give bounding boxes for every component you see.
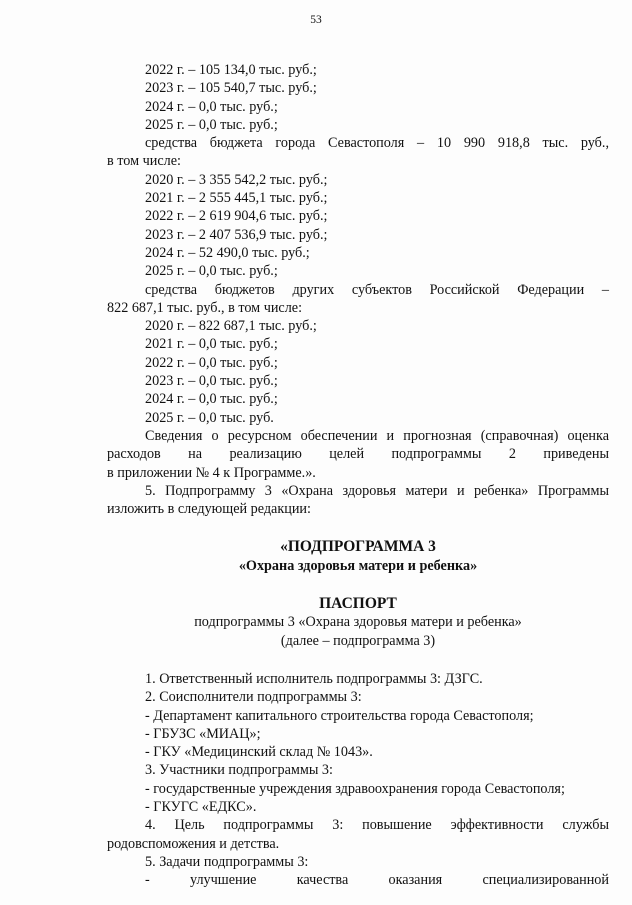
- text-line: 2021 г. – 2 555 445,1 тыс. руб.;: [145, 190, 328, 207]
- text-line: 3. Участники подпрограммы 3:: [145, 762, 333, 779]
- passport-subtitle: подпрограммы 3 «Охрана здоровья матери и ребенка»: [194, 614, 522, 631]
- text-line: - ГКУГС «ЕДКС».: [145, 798, 257, 815]
- subprogram-subtitle: «Охрана здоровья матери и ребенка»: [238, 557, 478, 574]
- text-line: 1. Ответственный исполнитель подпрограммы 3: ДЗГС.: [145, 670, 483, 687]
- text-line: изложить в следующей редакции:: [107, 501, 311, 518]
- text-line: расходов на реализацию целей подпрограммы 2 приведены: [107, 446, 609, 463]
- text-line: 5. Задачи подпрограммы 3:: [145, 853, 309, 870]
- text-line: - государственные учреждения здравоохранения города Севастополя;: [145, 780, 565, 797]
- text-line: 2020 г. – 822 687,1 тыс. руб.;: [145, 318, 317, 335]
- text-line: в приложении № 4 к Программе.».: [107, 464, 316, 481]
- text-line: 2025 г. – 0,0 тыс. руб.;: [145, 263, 278, 280]
- text-line: 2025 г. – 0,0 тыс. руб.: [145, 409, 274, 426]
- document-body: [107, 61, 609, 889]
- text-line: - ГКУ «Медицинский склад № 1043».: [145, 744, 373, 761]
- text-line: - Департамент капитального строительства города Севастополя;: [145, 707, 534, 724]
- text-line: родовспоможения и детства.: [107, 835, 280, 852]
- text-line: 2024 г. – 0,0 тыс. руб.;: [145, 98, 278, 115]
- text-line: 2023 г. – 0,0 тыс. руб.;: [145, 373, 278, 390]
- text-line: 2023 г. – 2 407 536,9 тыс. руб.;: [145, 226, 328, 243]
- text-line: 2. Соисполнители подпрограммы 3:: [145, 689, 362, 706]
- text-line: 2024 г. – 0,0 тыс. руб.;: [145, 391, 278, 408]
- text-line: средства бюджетов других субъектов Российской Федерации –: [145, 281, 609, 298]
- text-line: 2024 г. – 52 490,0 тыс. руб.;: [145, 244, 310, 261]
- text-line: 2025 г. – 0,0 тыс. руб.;: [145, 116, 278, 133]
- text-line: 5. Подпрограмму 3 «Охрана здоровья матери и ребенка» Программы: [145, 482, 609, 499]
- text-line: 2022 г. – 0,0 тыс. руб.;: [145, 354, 278, 371]
- text-line: в том числе:: [107, 153, 181, 170]
- text-line: 4. Цель подпрограммы 3: повышение эффективности службы: [145, 817, 609, 834]
- text-line: 2022 г. – 2 619 904,6 тыс. руб.;: [145, 208, 328, 225]
- text-line: - улучшение качества оказания специализированной: [145, 872, 609, 889]
- text-line: 2022 г. – 105 134,0 тыс. руб.;: [145, 62, 317, 78]
- text-line: Сведения о ресурсном обеспечении и прогнозная (справочная) оценка: [145, 427, 609, 444]
- text-line: - ГБУЗС «МИАЦ»;: [145, 725, 261, 742]
- subprogram-title: «ПОДПРОГРАММА 3: [280, 538, 436, 556]
- passport-subtitle: (далее – подпрограмма 3): [280, 632, 436, 649]
- page-number: 53: [310, 14, 322, 26]
- text-line: 2020 г. – 3 355 542,2 тыс. руб.;: [145, 171, 328, 188]
- passport-title: ПАСПОРТ: [319, 595, 397, 613]
- text-line: 2021 г. – 0,0 тыс. руб.;: [145, 336, 278, 353]
- text-line: средства бюджета города Севастополя – 10 990 918,8 тыс. руб.,: [145, 135, 609, 152]
- text-line: 2023 г. – 105 540,7 тыс. руб.;: [145, 80, 317, 97]
- text-line: 822 687,1 тыс. руб., в том числе:: [107, 299, 303, 316]
